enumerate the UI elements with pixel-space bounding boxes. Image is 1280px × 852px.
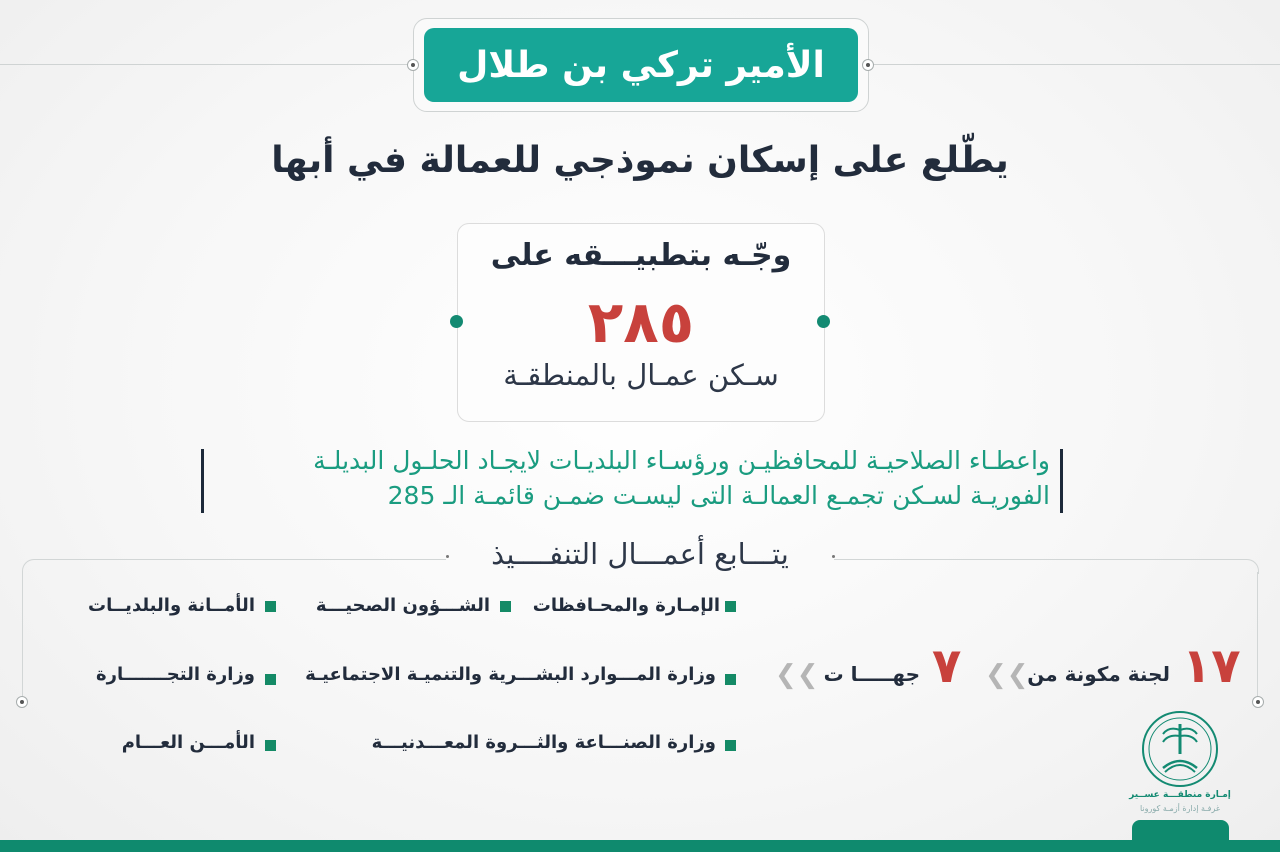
authority-paragraph	[212, 443, 1050, 513]
entity-emirate: الإمـارة والمحـافظات	[532, 595, 720, 616]
chevron-double-icon: ❯❯	[985, 660, 1029, 690]
stat-dot-right	[817, 315, 830, 328]
frame-ring-left	[16, 696, 28, 708]
header-line-right	[867, 64, 1280, 65]
stat-number: ٢٨٥	[587, 288, 695, 356]
entity-commerce: وزارة التجـــــــارة	[95, 664, 255, 685]
para-bar-right	[1060, 449, 1063, 513]
bottom-bar	[0, 840, 1280, 852]
authority-line1: واعطـاء الصلاحيـة للمحافظيـن ورؤسـاء البلديـات لايجـاد الحلـول البديلـة	[313, 446, 1050, 475]
square-bullet-icon	[725, 674, 736, 685]
page-title: الأمير تركي بن طلال	[424, 28, 858, 102]
entity-municipalities: الأمــانة والبلديــات	[88, 595, 255, 616]
stat-line3: سـكن عمـال بالمنطقـة	[503, 358, 779, 392]
frame-top-right	[834, 559, 1244, 560]
square-bullet-icon	[265, 674, 276, 685]
square-bullet-icon	[725, 601, 736, 612]
subtitle: يطّلع على إسكان نموذجي للعمالة في أبها	[271, 140, 1009, 181]
square-bullet-icon	[265, 601, 276, 612]
title-ring-right	[862, 59, 874, 71]
emblem-subtitle: غرفـة إدارة أزمـة كورونا	[1139, 804, 1221, 813]
chevron-double-icon: ❯❯	[775, 660, 819, 690]
stat-box	[457, 223, 825, 422]
para-bar-left	[201, 449, 204, 513]
follow-title: يتـــابع أعمـــال التنفــــيذ	[491, 537, 789, 571]
committee-number: ١٧	[1182, 638, 1241, 694]
entity-industry: وزارة الصنـــاعة والثـــروة المعـــدنيـــة	[371, 732, 716, 753]
frame-corner-left	[22, 559, 37, 574]
frame-top-left	[36, 559, 446, 560]
square-bullet-icon	[265, 740, 276, 751]
entity-public-security: الأمـــن العـــام	[121, 732, 255, 753]
square-bullet-icon	[500, 601, 511, 612]
frame-side-left	[22, 572, 23, 702]
entity-hr-ministry: وزارة المـــوارد البشـــرية والتنميـة الاجتماعيـة	[305, 664, 716, 685]
header-line-left	[0, 64, 413, 65]
entity-health: الشـــؤون الصحيـــة	[315, 595, 490, 616]
frame-ring-right	[1252, 696, 1264, 708]
authority-line2: الفوريـة لسـكن تجمـع العمالـة التى ليسـت ضمـن قائمـة الـ 285	[387, 481, 1050, 510]
emblem-name: إمـارة منطقـــة عســير	[1129, 790, 1231, 800]
bottom-tab	[1132, 820, 1229, 842]
parties-label: جهـــــا ت	[823, 662, 920, 686]
stat-dot-left	[450, 315, 463, 328]
title-ring-left	[407, 59, 419, 71]
palm-swords-emblem-icon	[1141, 710, 1219, 788]
committee-label: لجنة مكونة من	[1027, 662, 1170, 686]
frame-side-right	[1257, 572, 1258, 702]
stat-line1: وجّـه بتطبيـــقه على	[490, 238, 792, 273]
parties-number: ٧	[932, 638, 962, 694]
square-bullet-icon	[725, 740, 736, 751]
